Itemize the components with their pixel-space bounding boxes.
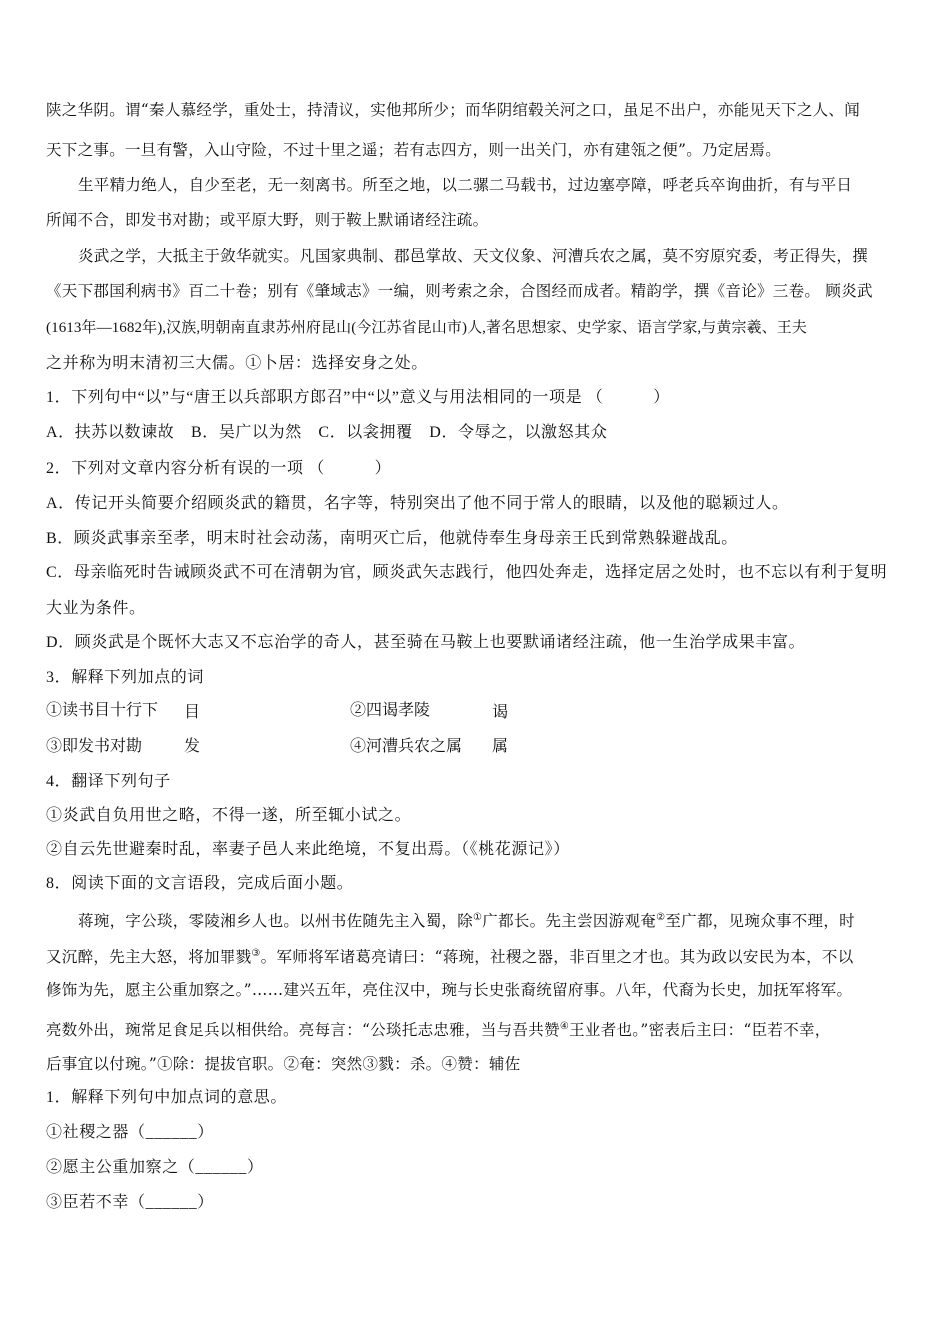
passage1-line1: 陕之华阴。谓“秦人慕经学，重处士，持清议，实他邦所少；而华阴绾毂关河之口，虽足不出户，亦能见天下之人、闻	[46, 101, 861, 119]
question3-answer3: 发	[184, 738, 201, 755]
question3-item1: ①读书目十行下	[46, 702, 159, 719]
passage2-text: 蒋琬，字公琰，零陵湘乡人也。以州书佐随先主入蜀，除	[78, 912, 474, 931]
passage1-line2: 天下之事。一旦有警，入山守险，不过十里之遥；若有志四方，则一出关门，亦有建瓴之便”。乃定居焉。	[46, 141, 782, 159]
subquestion1-stem: 1．解释下列句中加点词的意思。	[46, 1089, 288, 1106]
footnote-mark-1: ①	[473, 912, 483, 923]
question3-item2: ②四谒孝陵	[350, 702, 431, 719]
passage2-text: 广都长。先主尝因游观奄	[482, 912, 657, 931]
passage2-line1	[78, 908, 910, 931]
passage1-line3: 生平精力绝人，自少至老，无一刻离书。所至之地，以二骡二马载书，过边塞亭障，呼老兵卒询曲折，有与平日	[78, 176, 853, 194]
question2-option-c-line1: C．母亲临死时告诫顾炎武不可在清朝为官，顾炎武矢志践行，他四处奔走，选择定居之处时，也不忘以有利于复明	[46, 564, 888, 581]
question2-option-c-line2: 大业为条件。	[46, 600, 146, 617]
subquestion1-item2: ②愿主公重加察之（______）	[46, 1159, 264, 1176]
passage1-line4: 所闻不合，即发书对勘；或平原大野，则于鞍上默诵诸经注疏。	[46, 211, 489, 229]
passage1-line8: 之并称为明末清初三大儒。①卜居：选择安身之处。	[46, 355, 428, 372]
passage1-line6: 《天下郡国利病书》百二十卷；别有《肇域志》一编，则考索之余，合图经而成者。精韵学，撰《音论》三卷。 顾炎武	[46, 282, 873, 300]
passage2-line5: 后事宜以付琬。”①除：提拔官职。②奄：突然③戮：杀。④赞：辅佐	[46, 1055, 521, 1073]
question1-options: A．扶苏以数谏故 B．吴广以为然 C．以衾拥覆 D．令辱之，以激怒其众	[46, 424, 608, 441]
passage2-text: 王业者也。”密表后主曰：“臣若不幸，	[569, 1021, 831, 1040]
passage2-text: 又沉醉，先主大怒，将加罪戮	[46, 948, 252, 967]
question4-stem: 4．翻译下列句子	[46, 773, 171, 790]
subquestion1-item3: ③臣若不幸（______）	[46, 1194, 214, 1211]
question2-option-b: B．顾炎武事亲至孝，明末时社会动荡，南明灭亡后，他就侍奉生身母亲王氏到常熟躲避战乱。	[46, 530, 738, 547]
passage1-line5: 炎武之学，大抵主于敛华就实。凡国家典制、郡邑掌故、天文仪象、河漕兵农之属，莫不穷原究委，考正得失，撰	[78, 247, 869, 265]
passage2-text: 亮数外出，琬常足食足兵以相供给。亮每言：“公琰托志忠雅，当与吾共赞	[46, 1021, 560, 1040]
footnote-mark-2: ②	[656, 912, 666, 923]
question3-item4: ④河漕兵农之属	[350, 738, 463, 755]
question3-item3: ③即发书对勘	[46, 738, 143, 755]
question1-stem: 1．下列句中“以”与“唐王以兵部职方郎召”中“以”意义与用法相同的一项是 （ ）	[46, 389, 670, 406]
question2-stem: 2．下列对文章内容分析有误的一项 （ ）	[46, 460, 392, 477]
question3-answer2: 谒	[492, 704, 509, 721]
question2-option-a: A．传记开头简要介绍顾炎武的籍贯，名字等，特别突出了他不同于常人的眼睛，以及他的聪颖过人。	[46, 495, 789, 512]
question8-stem: 8．阅读下面的文言语段，完成后面小题。	[46, 875, 354, 892]
passage2-line2	[46, 944, 910, 967]
question3-answer1: 目	[184, 704, 201, 721]
passage2-text: 。军师将军诸葛亮请曰：“蒋琬，社稷之器，非百里之才也。其为政以安民为本，不以	[260, 948, 854, 967]
footnote-mark-3: ③	[251, 948, 261, 959]
subquestion1-item1: ①社稷之器（______）	[46, 1124, 214, 1141]
question4-sentence1: ①炎武自负用世之略，不得一遂，所至辄小试之。	[46, 807, 412, 824]
question4-sentence2: ②自云先世避秦时乱，率妻子邑人来此绝境，不复出焉。（《桃花源记》）	[46, 841, 570, 858]
passage2-text: 至广都，见琬众事不理，时	[665, 912, 855, 931]
footnote-mark-4: ④	[559, 1021, 570, 1032]
passage2-line4	[46, 1017, 910, 1040]
passage1-line7: (1613年—1682年),汉族,明朝南直隶苏州府昆山(今江苏省昆山市)人,著名思想家、史学家、语言学家,与黄宗羲、王夫	[46, 320, 807, 336]
passage2-line3: 修饰为先，愿主公重加察之。”……建兴五年，亮住汉中，琬与长史张裔统留府事。八年，代裔为长史，加抚军将军。	[46, 981, 853, 999]
question2-option-d: D．顾炎武是个既怀大志又不忘治学的奇人，甚至骑在马鞍上也要默诵诸经注疏，他一生治学成果丰富。	[46, 634, 806, 651]
question3-answer4: 属	[492, 738, 509, 755]
question3-stem: 3．解释下列加点的词	[46, 669, 205, 686]
